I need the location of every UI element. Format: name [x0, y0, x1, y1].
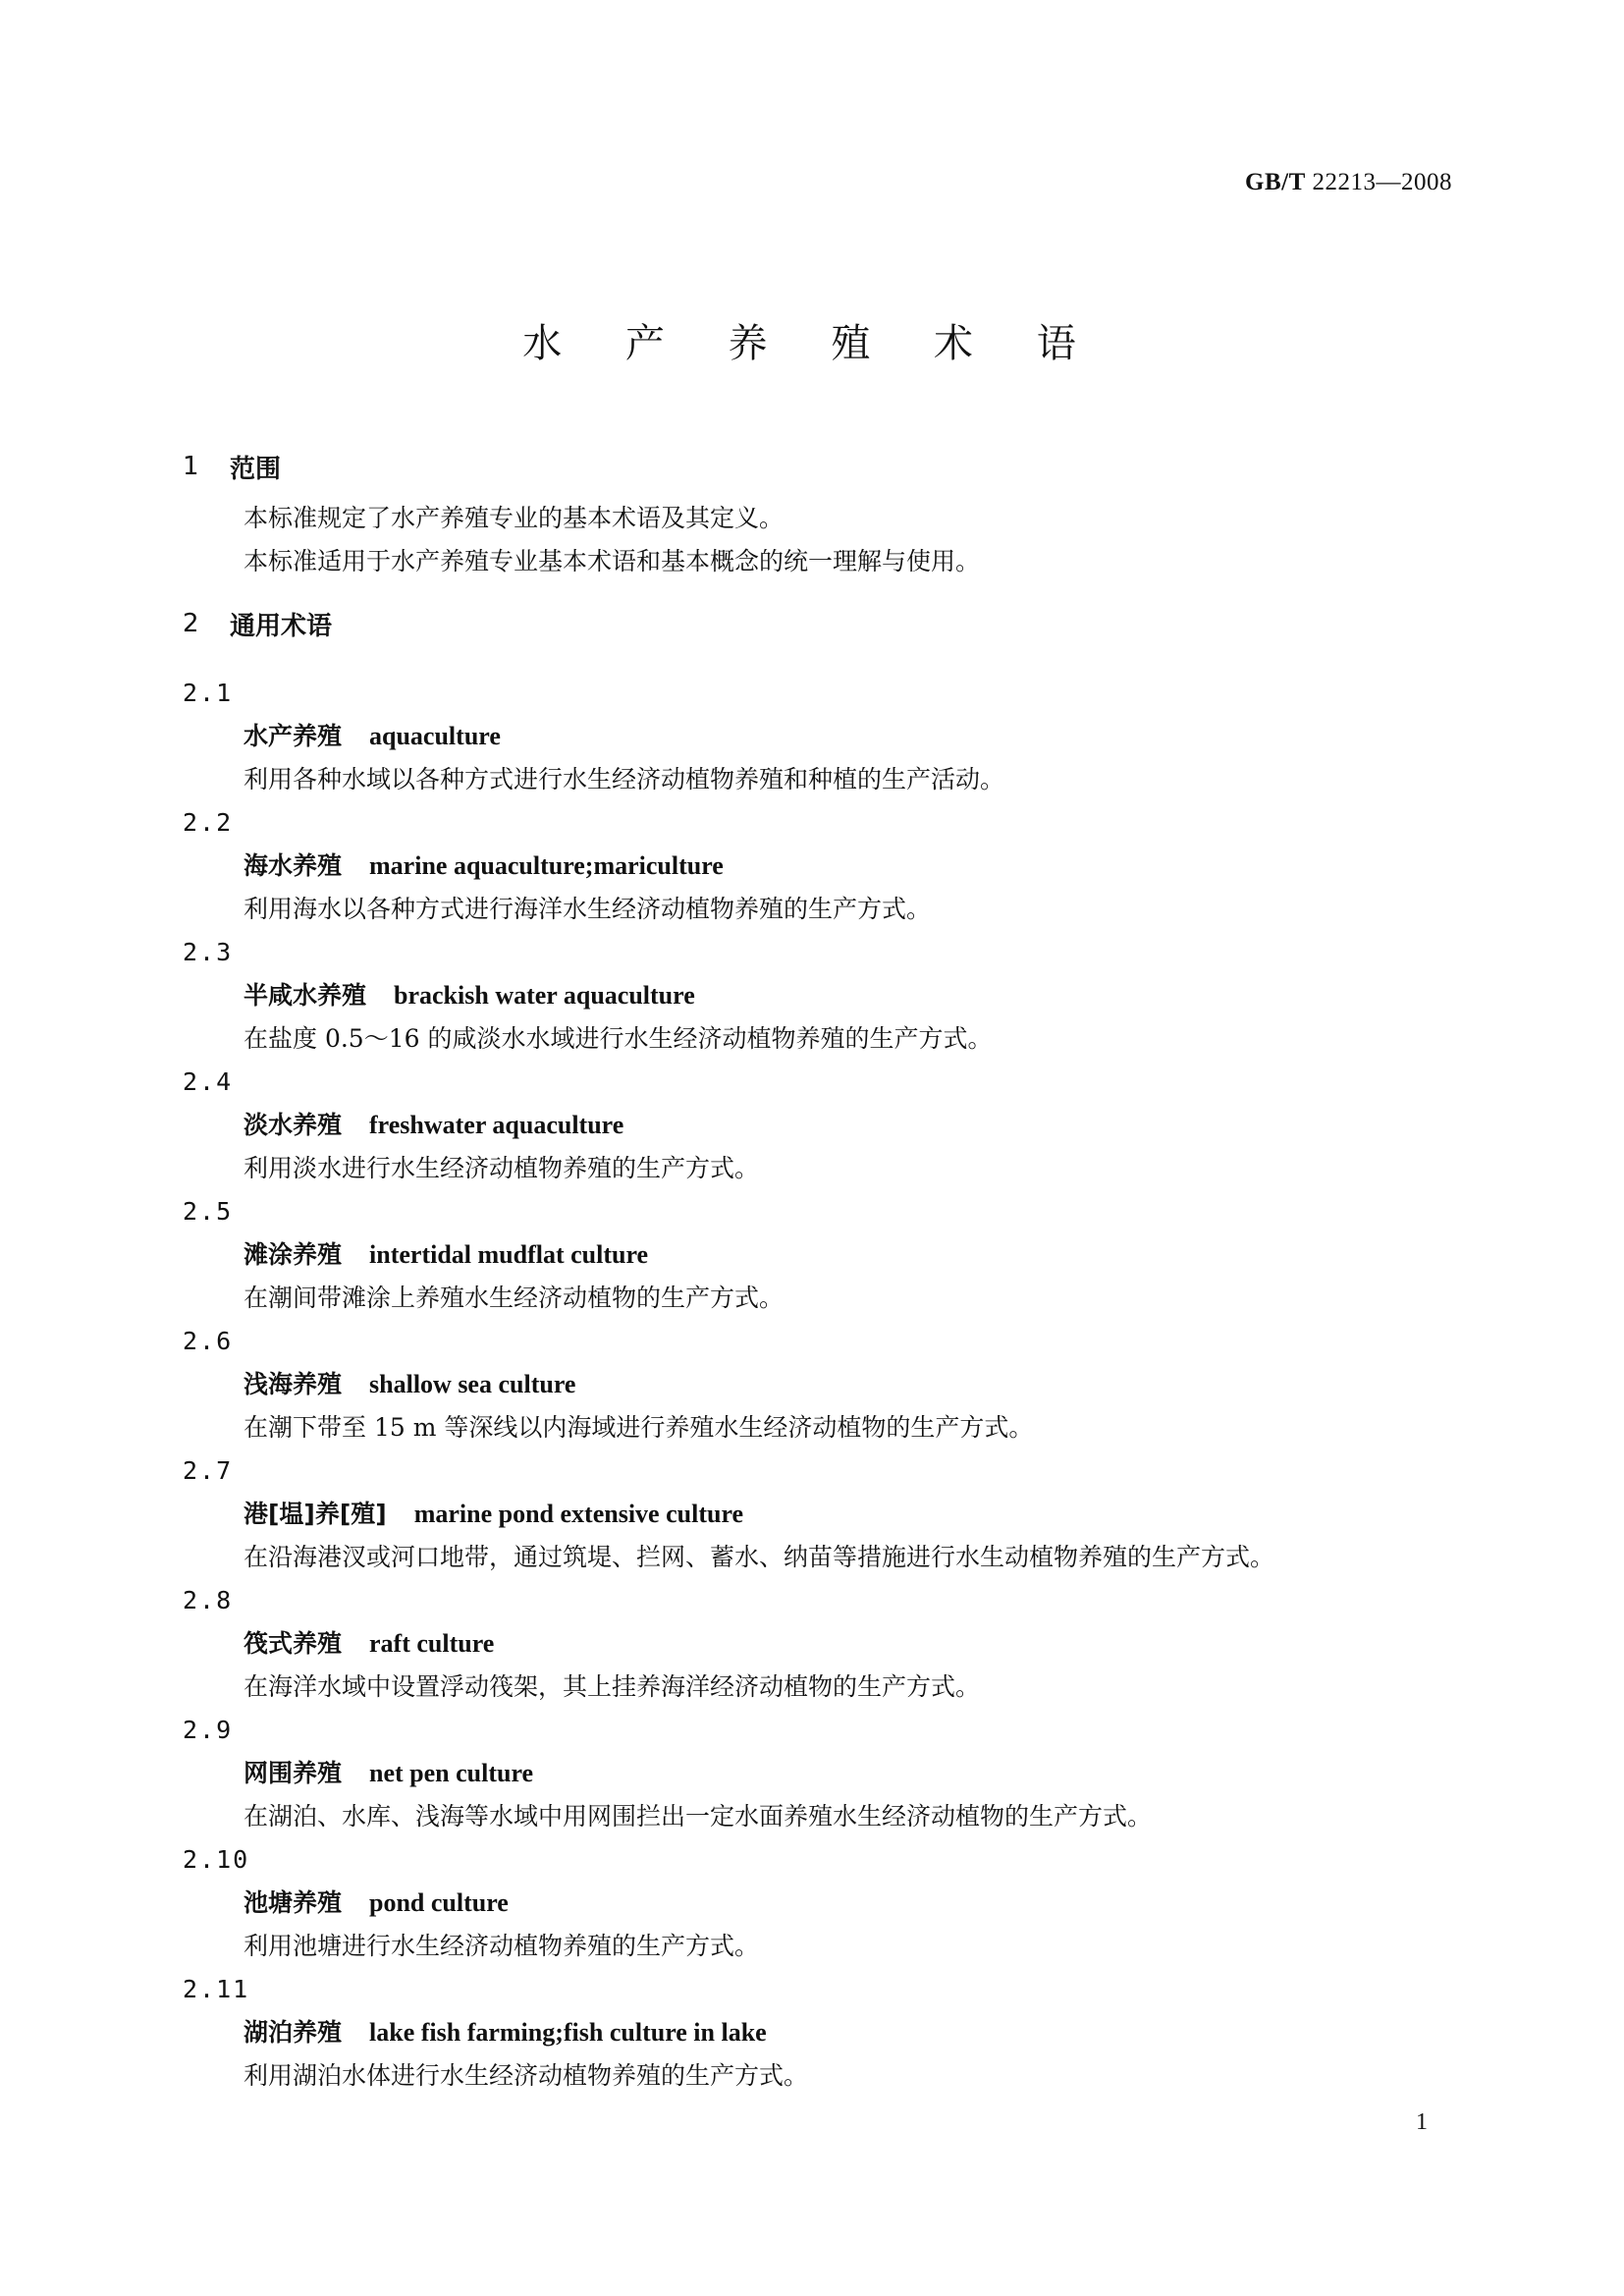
term-definition: 在潮间带滩涂上养殖水生经济动植物的生产方式。 — [244, 1284, 785, 1312]
term-english: raft culture — [369, 1629, 495, 1658]
term-entry — [183, 1838, 1459, 1968]
term-english: pond culture — [369, 1888, 509, 1917]
term-number: 2.5 — [183, 1197, 234, 1226]
section-heading — [183, 601, 1459, 646]
term-english: marine aquaculture;mariculture — [369, 851, 724, 880]
term-entry — [183, 931, 1459, 1061]
term-chinese: 半咸水养殖 — [244, 981, 367, 1010]
term-heading — [183, 1233, 1459, 1277]
paragraph: 本标准规定了水产养殖专业的基本术语及其定义。 — [244, 504, 785, 532]
term-entry — [183, 1190, 1459, 1320]
term-chinese: 港[塭]养[殖] — [244, 1500, 387, 1528]
term-chinese: 浅海养殖 — [244, 1370, 343, 1398]
document-body — [183, 444, 1459, 2098]
doc-prefix: GB/T — [1245, 169, 1306, 195]
term-english: lake fish farming;fish culture in lake — [369, 2018, 767, 2047]
document-title: 水 产 养 殖 术 语 — [522, 321, 1102, 366]
term-definition: 在盐度 0.5～16 的咸淡水水域进行水生经济动植物养殖的生产方式。 — [244, 1024, 993, 1053]
term-english: aquaculture — [369, 722, 501, 750]
term-definition: 在湖泊、水库、浅海等水域中用网围拦出一定水面养殖水生经济动植物的生产方式。 — [244, 1802, 1153, 1831]
section-title: 范围 — [230, 454, 282, 484]
term-definition: 利用淡水进行水生经济动植物养殖的生产方式。 — [244, 1154, 760, 1182]
term-english: marine pond extensive culture — [413, 1500, 744, 1528]
term-number: 2.2 — [183, 808, 234, 837]
term-definition: 利用各种水域以各种方式进行水生经济动植物养殖和种植的生产活动。 — [244, 765, 1005, 793]
document-id — [1245, 169, 1452, 196]
page-number: 1 — [1416, 2109, 1428, 2135]
term-entry — [183, 801, 1459, 931]
term-number: 2.1 — [183, 679, 234, 707]
term-number: 2.8 — [183, 1586, 234, 1614]
term-list — [183, 672, 1459, 2098]
term-definition: 利用池塘进行水生经济动植物养殖的生产方式。 — [244, 1932, 760, 1960]
term-chinese: 筏式养殖 — [244, 1629, 343, 1658]
term-chinese: 淡水养殖 — [244, 1111, 343, 1139]
term-number: 2.9 — [183, 1716, 234, 1744]
term-chinese: 滩涂养殖 — [244, 1240, 343, 1269]
term-heading — [183, 1622, 1459, 1666]
term-chinese: 湖泊养殖 — [244, 2018, 343, 2047]
term-chinese: 水产养殖 — [244, 722, 343, 750]
term-chinese: 网围养殖 — [244, 1759, 343, 1787]
term-definition: 利用湖泊水体进行水生经济动植物养殖的生产方式。 — [244, 2061, 809, 2090]
term-entry — [183, 1579, 1459, 1709]
term-number: 2.11 — [183, 1975, 250, 2003]
term-english: intertidal mudflat culture — [369, 1240, 649, 1269]
term-definition: 在沿海港汊或河口地带，通过筑堤、拦网、蓄水、纳苗等措施进行水生动植物养殖的生产方式。 — [244, 1543, 1275, 1571]
section-title: 通用术语 — [230, 611, 333, 641]
term-entry — [183, 1061, 1459, 1190]
term-definition: 在海洋水域中设置浮动筏架，其上挂养海洋经济动植物的生产方式。 — [244, 1672, 981, 1701]
term-number: 2.6 — [183, 1327, 234, 1355]
term-entry — [183, 672, 1459, 801]
term-number: 2.3 — [183, 938, 234, 966]
term-heading — [183, 1493, 1459, 1536]
term-definition: 利用海水以各种方式进行海洋水生经济动植物养殖的生产方式。 — [244, 895, 932, 923]
term-number: 2.4 — [183, 1067, 234, 1096]
term-heading — [183, 2011, 1459, 2054]
section-number: 1 — [183, 452, 199, 481]
paragraph: 本标准适用于水产养殖专业基本术语和基本概念的统一理解与使用。 — [244, 547, 981, 575]
term-heading — [183, 974, 1459, 1017]
term-number: 2.10 — [183, 1845, 250, 1874]
term-number: 2.7 — [183, 1456, 234, 1485]
term-entry — [183, 1449, 1459, 1579]
term-english: freshwater aquaculture — [369, 1111, 624, 1139]
term-definition: 在潮下带至 15 m 等深线以内海域进行养殖水生经济动植物的生产方式。 — [244, 1413, 1034, 1442]
term-heading — [183, 715, 1459, 758]
term-english: brackish water aquaculture — [394, 981, 695, 1010]
term-entry — [183, 1968, 1459, 2098]
term-heading — [183, 1752, 1459, 1795]
term-chinese: 海水养殖 — [244, 851, 343, 880]
term-heading — [183, 1363, 1459, 1406]
term-entry — [183, 1709, 1459, 1838]
term-heading — [183, 1104, 1459, 1147]
term-english: net pen culture — [369, 1759, 534, 1787]
term-heading — [183, 845, 1459, 888]
section-number: 2 — [183, 609, 199, 638]
term-english: shallow sea culture — [369, 1370, 576, 1398]
term-chinese: 池塘养殖 — [244, 1888, 343, 1917]
term-heading — [183, 1882, 1459, 1925]
term-entry — [183, 1320, 1459, 1449]
section-heading — [183, 444, 1459, 489]
doc-number: 22213—2008 — [1312, 169, 1452, 195]
